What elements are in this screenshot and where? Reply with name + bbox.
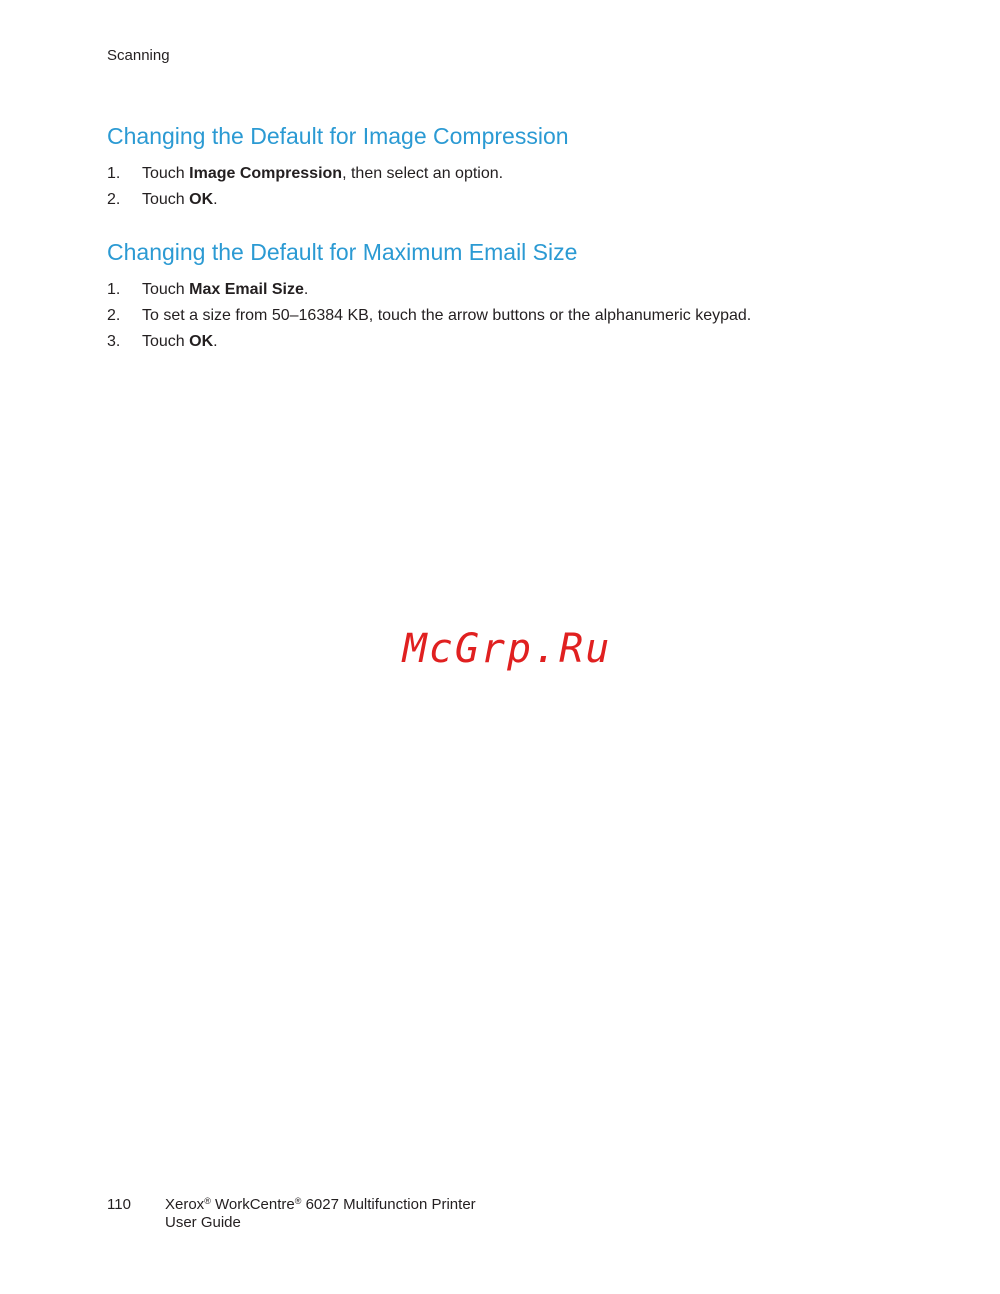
step-number: 1. — [107, 281, 121, 298]
step-ui-term: Max Email Size — [189, 281, 304, 298]
step-number: 2. — [107, 307, 121, 324]
step-item — [107, 329, 927, 355]
step-text-suffix: . — [303, 281, 309, 298]
step-text: To set a size from 50–16384 KB, touch the arrow buttons or the alphanumeric keypad. — [142, 307, 752, 324]
step-item — [107, 277, 927, 303]
brand-name: Xerox — [165, 1196, 205, 1213]
step-text-suffix: . — [213, 333, 218, 350]
step-number: 2. — [107, 191, 121, 208]
document-title — [165, 1196, 476, 1232]
step-list — [107, 161, 927, 213]
step-number: 1. — [107, 165, 121, 182]
guide-name: User Guide — [165, 1214, 241, 1231]
step-item — [107, 303, 927, 329]
step-text: Touch — [142, 281, 190, 298]
product-name: WorkCentre — [215, 1196, 295, 1213]
section-image-compression — [107, 122, 927, 213]
step-text-suffix: . — [213, 191, 218, 208]
step-text: Touch — [142, 165, 190, 182]
step-ui-term: Image Compression — [189, 165, 343, 182]
step-item — [107, 161, 927, 187]
registered-mark: ® — [294, 1196, 302, 1206]
step-ui-term: OK — [189, 191, 214, 208]
running-header: Scanning — [107, 47, 170, 64]
section-max-email-size — [107, 238, 927, 355]
step-text: Touch — [142, 191, 190, 208]
step-number: 3. — [107, 333, 121, 350]
step-ui-term: OK — [189, 333, 214, 350]
model-name: 6027 Multifunction Printer — [305, 1196, 476, 1213]
watermark: McGrp.Ru — [402, 626, 612, 672]
page-number: 110 — [107, 1196, 131, 1213]
step-item — [107, 187, 927, 213]
section-heading: Changing the Default for Image Compression — [107, 123, 569, 149]
step-list — [107, 277, 927, 355]
section-heading: Changing the Default for Maximum Email Size — [107, 239, 578, 265]
registered-mark: ® — [204, 1196, 211, 1206]
step-text-suffix: , then select an option. — [342, 165, 504, 182]
product-line — [165, 1196, 476, 1214]
step-text: Touch — [142, 333, 190, 350]
